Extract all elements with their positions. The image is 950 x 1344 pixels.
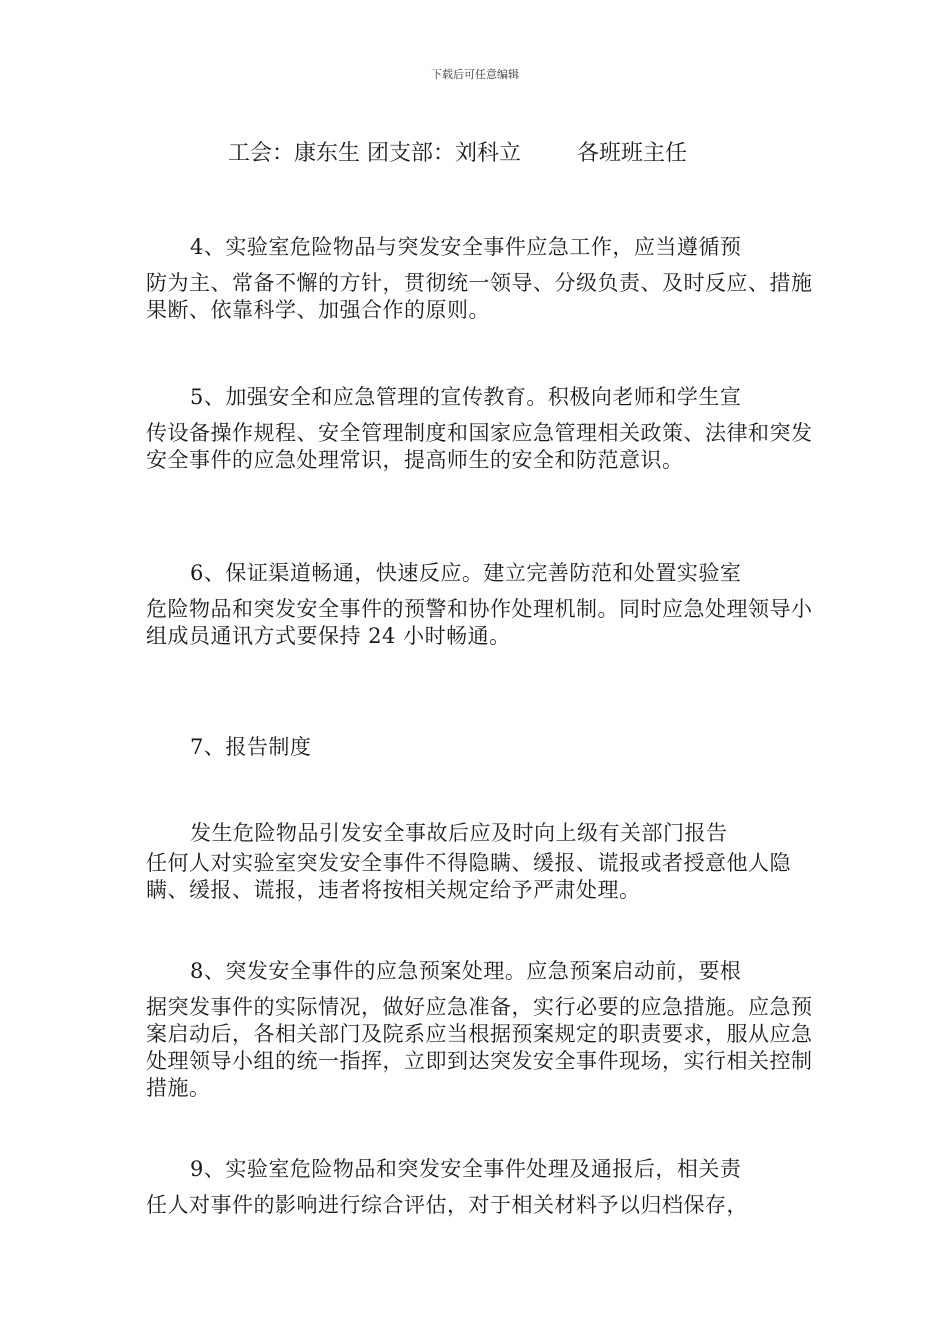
paragraph-6-first-line: 6、保证渠道畅通，快速反应。建立完善防范和处置实验室	[190, 561, 742, 585]
paragraph-9	[146, 1156, 816, 1219]
organization-line: 工会：康东生 团支部：刘科立 各班班主任	[228, 141, 687, 166]
paragraph-7-body	[146, 820, 816, 904]
paragraph-6	[146, 560, 816, 650]
paragraph-7-body-rest: 任何人对实验室突发安全事件不得隐瞒、缓报、谎报或者授意他人隐瞒、缓报、谎报，违者将按相关规定给予严肃处理。	[146, 851, 791, 902]
header-note: 下载后可任意编辑	[431, 68, 519, 81]
paragraph-4	[146, 234, 816, 324]
paragraph-9-first-line: 9、实验室危险物品和突发安全事件处理及通报后，相关责	[190, 1157, 742, 1181]
paragraph-4-first-line: 4、实验室危险物品与突发安全事件应急工作，应当遵循预	[190, 235, 742, 259]
paragraph-6-body: 危险物品和突发安全事件的预警和协作处理机制。同时应急处理领导小组成员通讯方式要保持 24 小时畅通。	[146, 597, 813, 648]
paragraph-8-body: 据突发事件的实际情况，做好应急准备，实行必要的应急措施。应急预案启动后，各相关部门及院系应当根据预案规定的职责要求，服从应急处理领导小组的统一指挥，立即到达突发安全事件现场，实行相关控制措施。	[146, 995, 813, 1100]
paragraph-8-first-line: 8、突发安全事件的应急预案处理。应急预案启动前，要根	[190, 959, 742, 983]
paragraph-9-body: 任人对事件的影响进行综合评估，对于相关材料予以归档保存，	[146, 1193, 748, 1217]
paragraph-5-first-line: 5、加强安全和应急管理的宣传教育。积极向老师和学生宣	[190, 385, 742, 409]
paragraph-5-body: 传设备操作规程、安全管理制度和国家应急管理相关政策、法律和突发安全事件的应急处理常识，提高师生的安全和防范意识。	[146, 421, 813, 472]
paragraph-7-body-first-line: 发生危险物品引发安全事故后应及时向上级有关部门报告	[190, 821, 728, 845]
paragraph-4-body: 防为主、常备不懈的方针，贯彻统一领导、分级负责、及时反应、措施果断、依靠科学、加强合作的原则。	[146, 271, 813, 322]
paragraph-5	[146, 384, 816, 474]
paragraph-7	[146, 734, 816, 770]
paragraph-7-heading: 7、报告制度	[190, 735, 312, 759]
paragraph-8	[146, 958, 816, 1102]
